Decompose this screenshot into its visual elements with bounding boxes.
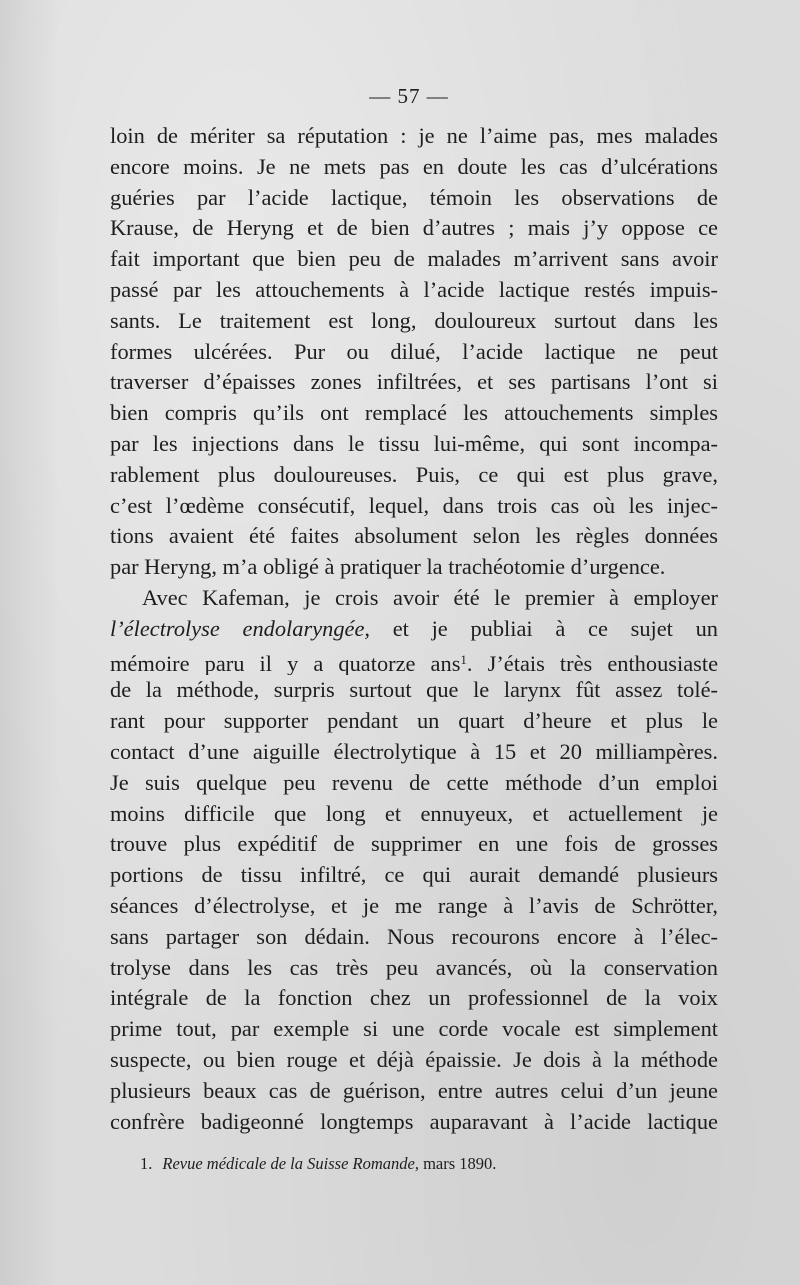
- text-line: guéries par l’acide lactique, témoin les observations de: [110, 184, 718, 210]
- text-line: formes ulcérées. Pur ou dilué, l’acide lactique ne peut: [110, 338, 718, 364]
- text-line: moins difficile que long et ennuyeux, et actuellement je: [110, 800, 718, 826]
- text-line: bien compris qu’ils ont remplacé les attouchements simples: [110, 400, 718, 426]
- text-line: par Heryng, m’a obligé à pratiquer la trachéotomie d’urgence.: [110, 554, 666, 580]
- text-run: mémoire paru il y a quatorze ans: [110, 650, 461, 676]
- text-line: Je suis quelque peu revenu de cette méthode d’un emploi: [110, 769, 718, 795]
- text-line: trouve plus expéditif de supprimer en une fois de grosses: [110, 831, 718, 857]
- text-line: rablement plus douloureuses. Puis, ce qui est plus grave,: [110, 461, 718, 487]
- text-run: et je publiai à ce sujet un: [370, 615, 718, 641]
- text-line: par les injections dans le tissu lui-même, qui sont incompa-: [110, 430, 718, 456]
- text-line: portions de tissu infiltré, ce qui aurait demandé plusieurs: [110, 862, 718, 888]
- text-line: tions avaient été faites absolument selon les règles données: [110, 523, 718, 549]
- text-line: c’est l’œdème consécutif, lequel, dans trois cas où les injec-: [110, 492, 718, 518]
- page-gutter-shadow: [0, 0, 60, 1285]
- text-line: encore moins. Je ne mets pas en doute les cas d’ulcérations: [110, 153, 718, 179]
- text-line: [110, 645, 718, 676]
- footnote-date: mars 1890.: [418, 1154, 497, 1173]
- text-line: confrère badigeonné longtemps auparavant à l’acide lactique: [110, 1108, 718, 1134]
- text-line: contact d’une aiguille électrolytique à 15 et 20 milliampères.: [110, 738, 718, 764]
- italic-term: l’électrolyse endolaryngée,: [110, 615, 370, 641]
- text-line: séances d’électrolyse, et je me range à l’avis de Schrötter,: [110, 892, 718, 918]
- page-number: — 57 —: [369, 84, 449, 108]
- text-line: de la méthode, surpris surtout que le larynx fût assez tolé-: [110, 677, 718, 703]
- text-line: sans partager son dédain. Nous recourons encore à l’élec-: [110, 923, 718, 949]
- footnote-journal-title: Revue médicale de la Suisse Romande,: [162, 1154, 419, 1173]
- footnote-reference[interactable]: 1: [460, 651, 467, 667]
- text-line: passé par les attouchements à l’acide lactique restés impuis-: [110, 276, 718, 302]
- text-line: fait important que bien peu de malades m’arrivent sans avoir: [110, 246, 718, 272]
- footnote-number: 1.: [140, 1154, 153, 1173]
- text-line: Krause, de Heryng et de bien d’autres ; mais j’y oppose ce: [110, 215, 718, 241]
- text-line: suspecte, ou bien rouge et déjà épaissie. Je dois à la méthode: [110, 1046, 718, 1072]
- text-line: sants. Le traitement est long, douloureux surtout dans les: [110, 307, 718, 333]
- text-line: intégrale de la fonction chez un professionnel de la voix: [110, 985, 718, 1011]
- text-line: prime tout, par exemple si une corde vocale est simplement: [110, 1016, 718, 1042]
- footnote: [140, 1154, 700, 1174]
- text-run: . J’étais très enthousiaste: [466, 650, 718, 676]
- text-line: traverser d’épaisses zones infiltrées, et ses partisans l’ont si: [110, 369, 718, 395]
- body-text: [110, 121, 718, 1137]
- text-line: rant pour supporter pendant un quart d’heure et plus le: [110, 708, 718, 734]
- text-line: loin de mériter sa réputation : je ne l’aime pas, mes malades: [110, 123, 718, 148]
- text-line: trolyse dans les cas très peu avancés, où la conservation: [110, 954, 718, 980]
- text-line: [110, 614, 718, 645]
- text-line: plusieurs beaux cas de guérison, entre autres celui d’un jeune: [110, 1077, 718, 1103]
- text-line: Avec Kafeman, je crois avoir été le premier à employer: [142, 584, 718, 610]
